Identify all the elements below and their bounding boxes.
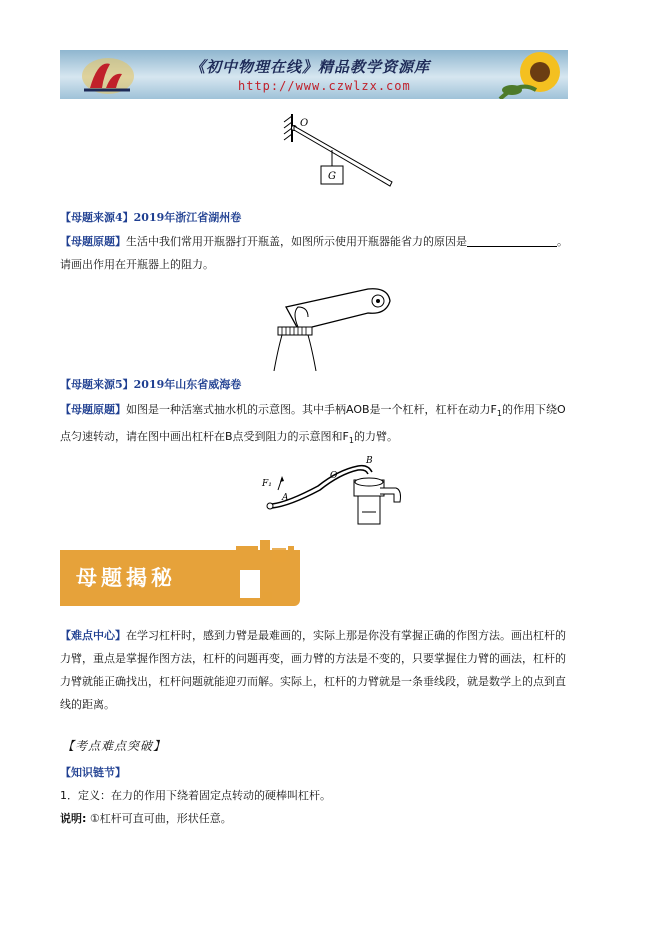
- bottle-opener-figure: [268, 283, 396, 371]
- decor-square: [272, 548, 286, 562]
- decor-square: [260, 540, 270, 550]
- banner-url[interactable]: http://www.czwlzx.com: [238, 79, 411, 93]
- banner-logo-icon: [82, 58, 134, 94]
- banner-notch: [240, 570, 260, 598]
- label-o: O: [330, 471, 338, 481]
- lever-figure: [270, 106, 400, 194]
- decor-square: [262, 592, 272, 602]
- decor-square: [236, 546, 258, 568]
- difficulty-center: 【难点中心】在学习杠杆时，感到力臂是最难画的，实际上那是你没有掌握正确的作图方法。画出杠杆的 力臂，重点是掌握作图方法，杠杆的问题再变，画力臂的方法是不变的，只要掌握住力臂的画法，杠杆的 力臂就能正确找出，杠杆问题就能迎刃而解。实际上，杠杆的力臂就是一条垂线段，就是数学上的点到直 线的距离。: [60, 629, 566, 711]
- label-o: O: [300, 118, 309, 129]
- decor-square: [262, 566, 274, 578]
- problem-4: 【母题原题】生活中我们常用开瓶器打开瓶盖，如图所示使用开瓶器能省力的原因是 。 请画出作用在开瓶器上的阻力。: [60, 235, 568, 271]
- label-f1: F₁: [262, 479, 272, 489]
- section-banner-title: 母题揭秘: [76, 566, 176, 590]
- banner-title: 《初中物理在线》精品教学资源库: [190, 58, 431, 76]
- answer-blank[interactable]: [467, 234, 557, 247]
- knowledge-section: 【知识链节】 1．定义：在力的作用下绕着固定点转动的硬棒叫杠杆。 说明: ①杠杆可直可曲，形状任意。: [60, 766, 331, 825]
- label-a: A: [282, 493, 289, 503]
- label-g: G: [328, 171, 336, 182]
- problem-5: 【母题原题】如图是一种活塞式抽水机的示意图。其中手柄AOB是一个杠杆，杠杆在动力$F_1$的作用下绕O 点匀速转动，请在图中画出杠杆在B点受到阻力的示意图和$F_1$的力臂。: [60, 403, 566, 446]
- label-b: B: [366, 456, 373, 466]
- decor-square: [288, 546, 294, 552]
- source-5: 【母题来源5】2019年山东省威海卷: [60, 378, 242, 391]
- sunflower-icon: [500, 52, 560, 99]
- pump-figure: [258, 452, 408, 527]
- breakthrough-heading: 【考点难点突破】: [62, 739, 167, 753]
- source-4: 【母题来源4】2019年浙江省湖州卷: [60, 211, 242, 224]
- decor-square: [276, 576, 284, 584]
- header-banner: [60, 50, 568, 99]
